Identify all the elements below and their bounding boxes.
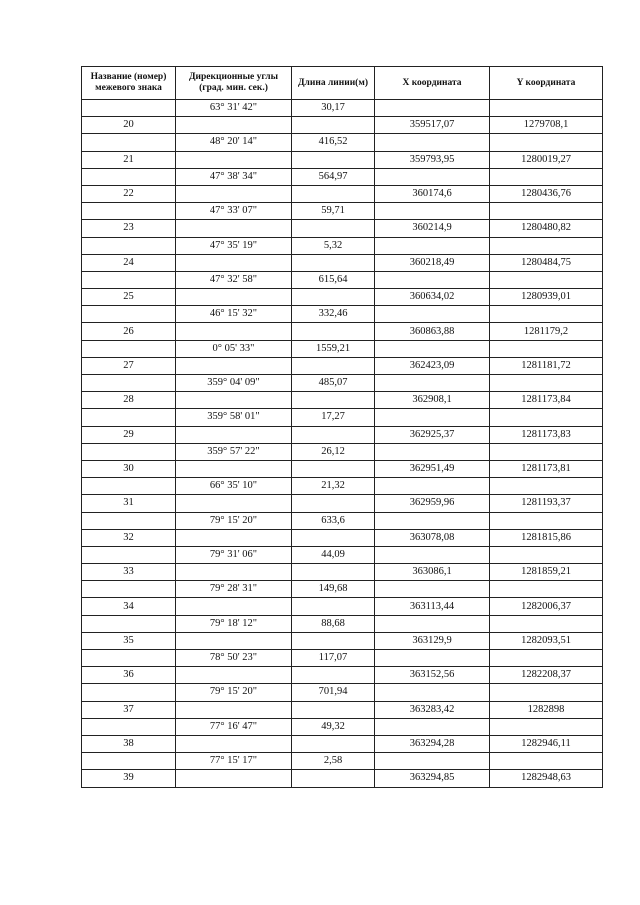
- line-length-cell: [292, 495, 375, 512]
- line-length-cell: 615,64: [292, 271, 375, 288]
- line-length-cell: [292, 323, 375, 340]
- table-row: [82, 460, 603, 477]
- y-coordinate-cell: 1282093,51: [490, 632, 603, 649]
- y-coordinate-cell: 1280939,01: [490, 289, 603, 306]
- line-length-cell: [292, 460, 375, 477]
- marker-name-cell: [82, 306, 176, 323]
- direction-angle-cell: [176, 460, 292, 477]
- marker-name-cell: [82, 443, 176, 460]
- y-coordinate-cell: [490, 271, 603, 288]
- marker-name-cell: 39: [82, 770, 176, 787]
- marker-name-cell: 38: [82, 735, 176, 752]
- marker-name-cell: 25: [82, 289, 176, 306]
- direction-angle-cell: [176, 735, 292, 752]
- marker-name-cell: 34: [82, 598, 176, 615]
- direction-angle-cell: [176, 289, 292, 306]
- line-length-cell: [292, 426, 375, 443]
- line-length-cell: [292, 151, 375, 168]
- marker-name-cell: [82, 546, 176, 563]
- table-row: [82, 735, 603, 752]
- line-length-cell: 633,6: [292, 512, 375, 529]
- line-length-cell: [292, 598, 375, 615]
- direction-angle-cell: 77° 16' 47": [176, 718, 292, 735]
- y-coordinate-cell: [490, 512, 603, 529]
- direction-angle-cell: [176, 495, 292, 512]
- x-coordinate-cell: 363113,44: [375, 598, 490, 615]
- direction-angle-cell: 359° 04' 09": [176, 375, 292, 392]
- direction-angle-cell: [176, 564, 292, 581]
- header-marker-name: Название (номер) межевого знака: [82, 67, 176, 100]
- x-coordinate-cell: 362951,49: [375, 460, 490, 477]
- direction-angle-cell: 359° 57' 22": [176, 443, 292, 460]
- table-row: [82, 392, 603, 409]
- x-coordinate-cell: 359793,95: [375, 151, 490, 168]
- line-length-cell: 701,94: [292, 684, 375, 701]
- y-coordinate-cell: [490, 306, 603, 323]
- line-length-cell: 117,07: [292, 650, 375, 667]
- x-coordinate-cell: 362423,09: [375, 357, 490, 374]
- table-row: [82, 667, 603, 684]
- table-row: [82, 701, 603, 718]
- line-length-cell: 26,12: [292, 443, 375, 460]
- table-row: [82, 289, 603, 306]
- y-coordinate-cell: 1281173,81: [490, 460, 603, 477]
- line-length-cell: 59,71: [292, 203, 375, 220]
- header-x-coordinate: X координата: [375, 67, 490, 100]
- line-length-cell: 30,17: [292, 100, 375, 117]
- x-coordinate-cell: 362925,37: [375, 426, 490, 443]
- direction-angle-cell: 66° 35' 10": [176, 478, 292, 495]
- marker-name-cell: 36: [82, 667, 176, 684]
- direction-angle-cell: 78° 50' 23": [176, 650, 292, 667]
- table-row: [82, 770, 603, 787]
- y-coordinate-cell: [490, 443, 603, 460]
- marker-name-cell: 33: [82, 564, 176, 581]
- x-coordinate-cell: 363294,85: [375, 770, 490, 787]
- direction-angle-cell: [176, 667, 292, 684]
- y-coordinate-cell: [490, 203, 603, 220]
- direction-angle-cell: 0° 05' 33": [176, 340, 292, 357]
- marker-name-cell: [82, 409, 176, 426]
- header-direction-angle: Дирекционные углы (град. мин. сек.): [176, 67, 292, 100]
- line-length-cell: 49,32: [292, 718, 375, 735]
- direction-angle-cell: [176, 770, 292, 787]
- y-coordinate-cell: 1281179,2: [490, 323, 603, 340]
- table-row: [82, 185, 603, 202]
- direction-angle-cell: 47° 35' 19": [176, 237, 292, 254]
- direction-angle-cell: [176, 254, 292, 271]
- table-row: [82, 237, 603, 254]
- y-coordinate-cell: [490, 478, 603, 495]
- table-row: [82, 443, 603, 460]
- y-coordinate-cell: 1279708,1: [490, 117, 603, 134]
- marker-name-cell: [82, 100, 176, 117]
- x-coordinate-cell: [375, 409, 490, 426]
- table-header-row: [82, 67, 603, 100]
- x-coordinate-cell: 360218,49: [375, 254, 490, 271]
- line-length-cell: 564,97: [292, 168, 375, 185]
- table-row: [82, 684, 603, 701]
- direction-angle-cell: [176, 529, 292, 546]
- direction-angle-cell: [176, 426, 292, 443]
- table-row: [82, 117, 603, 134]
- marker-name-cell: [82, 340, 176, 357]
- direction-angle-cell: 48° 20' 14": [176, 134, 292, 151]
- x-coordinate-cell: [375, 478, 490, 495]
- x-coordinate-cell: [375, 650, 490, 667]
- y-coordinate-cell: [490, 134, 603, 151]
- boundary-coordinates-table: [81, 66, 603, 788]
- line-length-cell: 2,58: [292, 753, 375, 770]
- table-row: [82, 306, 603, 323]
- line-length-cell: [292, 735, 375, 752]
- direction-angle-cell: [176, 701, 292, 718]
- x-coordinate-cell: [375, 340, 490, 357]
- marker-name-cell: 32: [82, 529, 176, 546]
- y-coordinate-cell: 1281193,37: [490, 495, 603, 512]
- x-coordinate-cell: [375, 271, 490, 288]
- y-coordinate-cell: [490, 100, 603, 117]
- direction-angle-cell: 47° 33' 07": [176, 203, 292, 220]
- table-row: [82, 512, 603, 529]
- table-row: [82, 323, 603, 340]
- marker-name-cell: 28: [82, 392, 176, 409]
- x-coordinate-cell: 363283,42: [375, 701, 490, 718]
- line-length-cell: [292, 357, 375, 374]
- table-row: [82, 598, 603, 615]
- y-coordinate-cell: 1281173,84: [490, 392, 603, 409]
- line-length-cell: 21,32: [292, 478, 375, 495]
- line-length-cell: 17,27: [292, 409, 375, 426]
- table-row: [82, 564, 603, 581]
- line-length-cell: [292, 254, 375, 271]
- x-coordinate-cell: 363152,56: [375, 667, 490, 684]
- table-row: [82, 495, 603, 512]
- table-row: [82, 340, 603, 357]
- marker-name-cell: 23: [82, 220, 176, 237]
- direction-angle-cell: 79° 31' 06": [176, 546, 292, 563]
- table-row: [82, 615, 603, 632]
- table-row: [82, 168, 603, 185]
- y-coordinate-cell: 1280480,82: [490, 220, 603, 237]
- marker-name-cell: 27: [82, 357, 176, 374]
- x-coordinate-cell: [375, 512, 490, 529]
- y-coordinate-cell: [490, 684, 603, 701]
- marker-name-cell: 29: [82, 426, 176, 443]
- marker-name-cell: [82, 478, 176, 495]
- marker-name-cell: [82, 375, 176, 392]
- direction-angle-cell: 79° 15' 20": [176, 684, 292, 701]
- marker-name-cell: 20: [82, 117, 176, 134]
- direction-angle-cell: 77° 15' 17": [176, 753, 292, 770]
- x-coordinate-cell: [375, 443, 490, 460]
- x-coordinate-cell: [375, 306, 490, 323]
- table-row: [82, 409, 603, 426]
- line-length-cell: [292, 392, 375, 409]
- marker-name-cell: [82, 271, 176, 288]
- line-length-cell: [292, 529, 375, 546]
- marker-name-cell: 31: [82, 495, 176, 512]
- direction-angle-cell: [176, 151, 292, 168]
- x-coordinate-cell: 359517,07: [375, 117, 490, 134]
- line-length-cell: [292, 632, 375, 649]
- y-coordinate-cell: [490, 581, 603, 598]
- marker-name-cell: 24: [82, 254, 176, 271]
- marker-name-cell: 22: [82, 185, 176, 202]
- y-coordinate-cell: 1281181,72: [490, 357, 603, 374]
- marker-name-cell: [82, 718, 176, 735]
- table-row: [82, 650, 603, 667]
- x-coordinate-cell: [375, 203, 490, 220]
- line-length-cell: [292, 564, 375, 581]
- y-coordinate-cell: 1280484,75: [490, 254, 603, 271]
- x-coordinate-cell: [375, 718, 490, 735]
- y-coordinate-cell: 1281173,83: [490, 426, 603, 443]
- line-length-cell: 485,07: [292, 375, 375, 392]
- line-length-cell: 332,46: [292, 306, 375, 323]
- x-coordinate-cell: 362959,96: [375, 495, 490, 512]
- line-length-cell: 5,32: [292, 237, 375, 254]
- table-row: [82, 254, 603, 271]
- line-length-cell: 88,68: [292, 615, 375, 632]
- table-row: [82, 134, 603, 151]
- header-y-coordinate: Y координата: [490, 67, 603, 100]
- table-row: [82, 426, 603, 443]
- marker-name-cell: 26: [82, 323, 176, 340]
- direction-angle-cell: [176, 392, 292, 409]
- line-length-cell: [292, 117, 375, 134]
- line-length-cell: 416,52: [292, 134, 375, 151]
- y-coordinate-cell: [490, 168, 603, 185]
- line-length-cell: 149,68: [292, 581, 375, 598]
- y-coordinate-cell: [490, 718, 603, 735]
- direction-angle-cell: 47° 32' 58": [176, 271, 292, 288]
- table-row: [82, 375, 603, 392]
- table-row: [82, 529, 603, 546]
- y-coordinate-cell: 1282006,37: [490, 598, 603, 615]
- marker-name-cell: 37: [82, 701, 176, 718]
- y-coordinate-cell: [490, 375, 603, 392]
- x-coordinate-cell: [375, 615, 490, 632]
- x-coordinate-cell: 363078,08: [375, 529, 490, 546]
- x-coordinate-cell: 363086,1: [375, 564, 490, 581]
- x-coordinate-cell: 360214,9: [375, 220, 490, 237]
- direction-angle-cell: 79° 18' 12": [176, 615, 292, 632]
- direction-angle-cell: 46° 15' 32": [176, 306, 292, 323]
- marker-name-cell: 35: [82, 632, 176, 649]
- table-row: [82, 478, 603, 495]
- x-coordinate-cell: 360174,6: [375, 185, 490, 202]
- x-coordinate-cell: 360863,88: [375, 323, 490, 340]
- marker-name-cell: [82, 753, 176, 770]
- y-coordinate-cell: [490, 546, 603, 563]
- table-row: [82, 203, 603, 220]
- x-coordinate-cell: 362908,1: [375, 392, 490, 409]
- y-coordinate-cell: 1281815,86: [490, 529, 603, 546]
- table-row: [82, 220, 603, 237]
- x-coordinate-cell: [375, 581, 490, 598]
- x-coordinate-cell: 363294,28: [375, 735, 490, 752]
- marker-name-cell: [82, 237, 176, 254]
- y-coordinate-cell: [490, 650, 603, 667]
- marker-name-cell: [82, 684, 176, 701]
- direction-angle-cell: [176, 323, 292, 340]
- table-row: [82, 632, 603, 649]
- marker-name-cell: 21: [82, 151, 176, 168]
- y-coordinate-cell: 1282948,63: [490, 770, 603, 787]
- line-length-cell: [292, 220, 375, 237]
- direction-angle-cell: [176, 220, 292, 237]
- y-coordinate-cell: [490, 615, 603, 632]
- marker-name-cell: [82, 203, 176, 220]
- line-length-cell: [292, 667, 375, 684]
- y-coordinate-cell: 1281859,21: [490, 564, 603, 581]
- marker-name-cell: [82, 168, 176, 185]
- table-row: [82, 581, 603, 598]
- x-coordinate-cell: [375, 168, 490, 185]
- marker-name-cell: [82, 615, 176, 632]
- line-length-cell: 44,09: [292, 546, 375, 563]
- direction-angle-cell: [176, 185, 292, 202]
- x-coordinate-cell: [375, 237, 490, 254]
- direction-angle-cell: [176, 632, 292, 649]
- direction-angle-cell: [176, 357, 292, 374]
- marker-name-cell: [82, 134, 176, 151]
- direction-angle-cell: 79° 28' 31": [176, 581, 292, 598]
- table-row: [82, 151, 603, 168]
- y-coordinate-cell: [490, 409, 603, 426]
- y-coordinate-cell: 1282946,11: [490, 735, 603, 752]
- direction-angle-cell: 47° 38' 34": [176, 168, 292, 185]
- table-row: [82, 100, 603, 117]
- direction-angle-cell: [176, 598, 292, 615]
- y-coordinate-cell: [490, 340, 603, 357]
- line-length-cell: [292, 289, 375, 306]
- direction-angle-cell: [176, 117, 292, 134]
- table-row: [82, 546, 603, 563]
- marker-name-cell: 30: [82, 460, 176, 477]
- marker-name-cell: [82, 650, 176, 667]
- table-row: [82, 357, 603, 374]
- x-coordinate-cell: [375, 753, 490, 770]
- x-coordinate-cell: [375, 684, 490, 701]
- x-coordinate-cell: 363129,9: [375, 632, 490, 649]
- direction-angle-cell: 63° 31' 42": [176, 100, 292, 117]
- table-row: [82, 753, 603, 770]
- line-length-cell: [292, 770, 375, 787]
- header-line-length: Длина линии(м): [292, 67, 375, 100]
- y-coordinate-cell: 1280019,27: [490, 151, 603, 168]
- x-coordinate-cell: [375, 546, 490, 563]
- direction-angle-cell: 79° 15' 20": [176, 512, 292, 529]
- table-body: [82, 100, 603, 788]
- line-length-cell: [292, 185, 375, 202]
- line-length-cell: 1559,21: [292, 340, 375, 357]
- line-length-cell: [292, 701, 375, 718]
- table-row: [82, 718, 603, 735]
- x-coordinate-cell: [375, 134, 490, 151]
- marker-name-cell: [82, 581, 176, 598]
- table-row: [82, 271, 603, 288]
- y-coordinate-cell: [490, 753, 603, 770]
- y-coordinate-cell: 1282898: [490, 701, 603, 718]
- direction-angle-cell: 359° 58' 01": [176, 409, 292, 426]
- y-coordinate-cell: 1280436,76: [490, 185, 603, 202]
- x-coordinate-cell: [375, 100, 490, 117]
- y-coordinate-cell: [490, 237, 603, 254]
- marker-name-cell: [82, 512, 176, 529]
- x-coordinate-cell: 360634,02: [375, 289, 490, 306]
- x-coordinate-cell: [375, 375, 490, 392]
- y-coordinate-cell: 1282208,37: [490, 667, 603, 684]
